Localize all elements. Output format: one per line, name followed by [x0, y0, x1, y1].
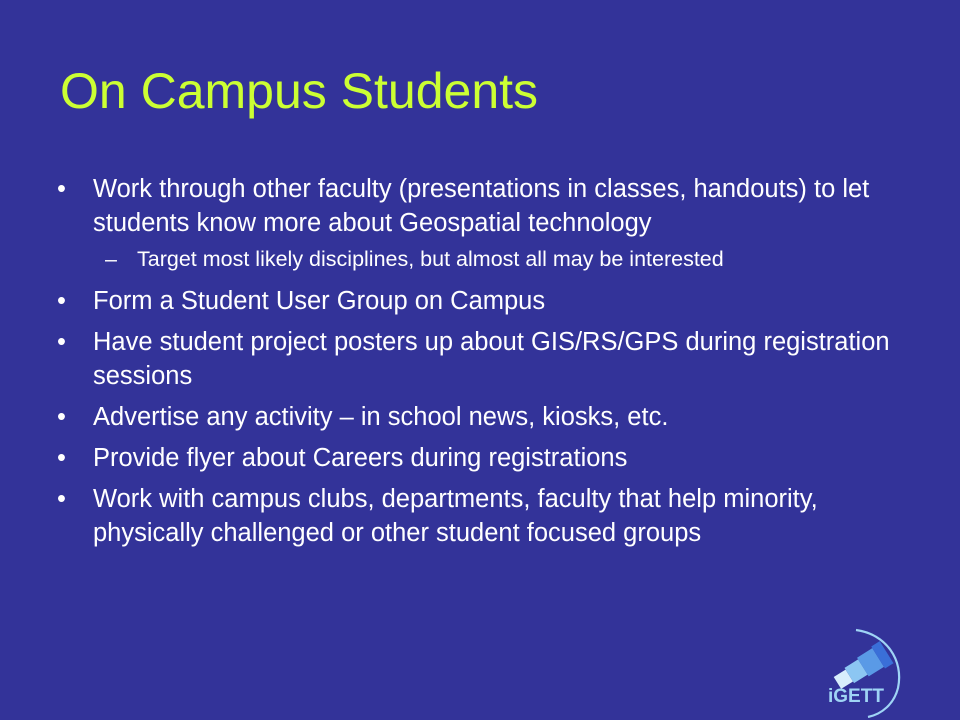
sub-bullet-marker: – — [105, 247, 117, 271]
bullet-item — [57, 172, 897, 274]
bullet-text: Have student project posters up about GIS/RS/GPS during registration sessions — [93, 328, 890, 390]
bullet-text: Work with campus clubs, departments, faculty that help minority, physically challenged or other student focused groups — [93, 485, 818, 547]
bullet-item — [57, 284, 897, 318]
bullet-list — [57, 172, 897, 557]
sub-bullet-item — [93, 244, 897, 274]
bullet-text: Form a Student User Group on Campus — [93, 287, 546, 315]
bullet-marker: • — [57, 485, 66, 513]
igett-logo-icon — [812, 626, 908, 718]
bullet-item — [57, 400, 897, 434]
bullet-marker: • — [57, 175, 66, 203]
bullet-marker: • — [57, 403, 66, 431]
bullet-item — [57, 482, 897, 550]
sub-bullet-text: Target most likely disciplines, but almost all may be interested — [137, 247, 724, 271]
bullet-text: Advertise any activity – in school news, kiosks, etc. — [93, 403, 669, 431]
bullet-marker: • — [57, 328, 66, 356]
slide-title: On Campus Students — [60, 63, 539, 119]
bullet-marker: • — [57, 444, 66, 472]
bullet-item — [57, 441, 897, 475]
bullet-item — [57, 325, 897, 393]
logo-text: iGETT — [828, 686, 884, 707]
bullet-marker: • — [57, 287, 66, 315]
bullet-text: Work through other faculty (presentations in classes, handouts) to let students know more about Geospatial technology — [93, 175, 870, 237]
bullet-text: Provide flyer about Careers during registrations — [93, 444, 628, 472]
